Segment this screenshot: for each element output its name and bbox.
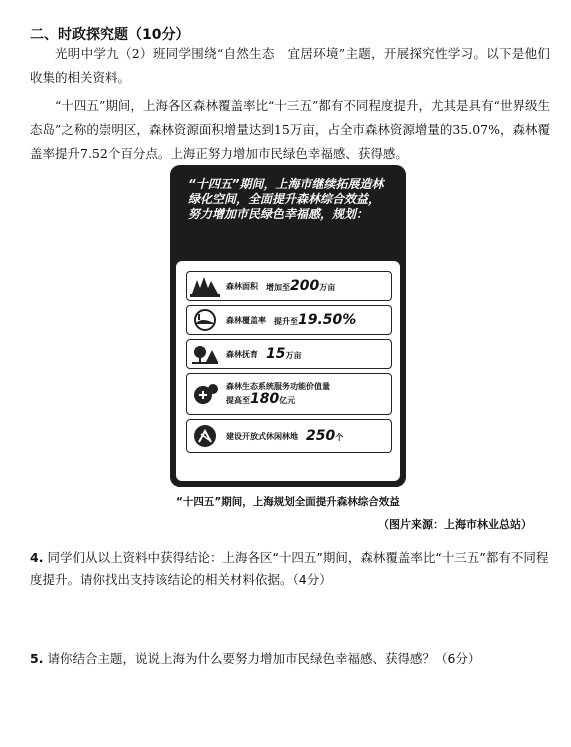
plan-unit: 万亩 (285, 351, 302, 360)
figure-source: （图片来源：上海市林业总站） (378, 518, 532, 531)
plan-value (274, 312, 356, 328)
intro-paragraph-2: “十四五”期间，上海各区森林覆盖率比“十三五”都有不同程度提升，尤其是具有“世界级生态岛”之称的崇明区，森林资源面积增量达到15万亩，占全市森林资源增量的35.07%，森林覆盖率提升7.52个百分点。上海正努力增加市民绿色幸福感、获得感。 (30, 98, 550, 161)
forest-plan-poster (170, 165, 406, 487)
plan-prefix: 提高至 (226, 396, 250, 405)
question-5 (30, 648, 555, 670)
plan-number: 250 (306, 428, 336, 444)
plan-row-forest-tending (186, 339, 392, 369)
plan-label: 森林抚育 (226, 349, 258, 359)
eco-value-icon (190, 382, 220, 406)
landscape-icon (190, 308, 220, 332)
plan-unit: 亿元 (279, 396, 296, 405)
plan-number: 19.50% (298, 312, 357, 328)
plan-unit: 万亩 (319, 283, 336, 292)
plan-number: 180 (250, 391, 280, 407)
plan-row-eco-value (186, 373, 392, 415)
plan-label: 森林面积 (226, 281, 258, 291)
question-4 (30, 547, 555, 591)
section-title: 二、时政探究题（10分） (30, 27, 190, 43)
question-number: 4. (30, 550, 44, 565)
question-text: 请你结合主题，说说上海为什么要努力增加市民绿色幸福感、获得感？（6分） (47, 651, 481, 666)
poster-headline: “十四五”期间，上海市继续拓展造林绿化空间，全面提升森林综合效益，努力增加市民绿色幸福感，规划： (188, 177, 384, 221)
forest-icon (190, 274, 220, 298)
question-number: 5. (30, 651, 44, 666)
plan-value (306, 428, 343, 444)
question-text: 同学们从以上资料中获得结论：上海各区“十四五”期间，森林覆盖率比“十三五”都有不同程度提升。请你找出支持该结论的相关材料依据。（4分） (30, 550, 549, 587)
plan-prefix: 增加至 (266, 283, 290, 292)
plan-row-coverage (186, 305, 392, 335)
plan-unit: 个 (335, 433, 344, 442)
plan-row-leisure-forest (186, 419, 392, 453)
plan-value (266, 346, 301, 362)
plan-label: 森林覆盖率 (226, 315, 266, 325)
intro-paragraph-1: 光明中学九（2）班同学围绕“自然生态 宜居环境”主题，开展探究性学习。以下是他们收集的相关资料。 (30, 46, 550, 85)
plan-text-block (226, 381, 330, 407)
leisure-forest-icon (190, 424, 220, 448)
speech-bubble-tail (365, 243, 385, 261)
plan-number: 15 (266, 346, 286, 362)
poster-card (176, 261, 400, 481)
plan-value (266, 278, 335, 294)
figure-caption: “十四五”期间，上海规划全面提升森林综合效益 (176, 496, 400, 508)
plan-prefix: 提升至 (274, 317, 298, 326)
tree-care-icon (190, 342, 220, 366)
plan-number: 200 (290, 278, 320, 294)
plan-row-forest-area (186, 271, 392, 301)
plan-label: 建设开放式休闲林地 (226, 431, 298, 441)
plan-value (226, 393, 330, 407)
plan-label: 森林生态系统服务功能价值量 (226, 382, 330, 391)
